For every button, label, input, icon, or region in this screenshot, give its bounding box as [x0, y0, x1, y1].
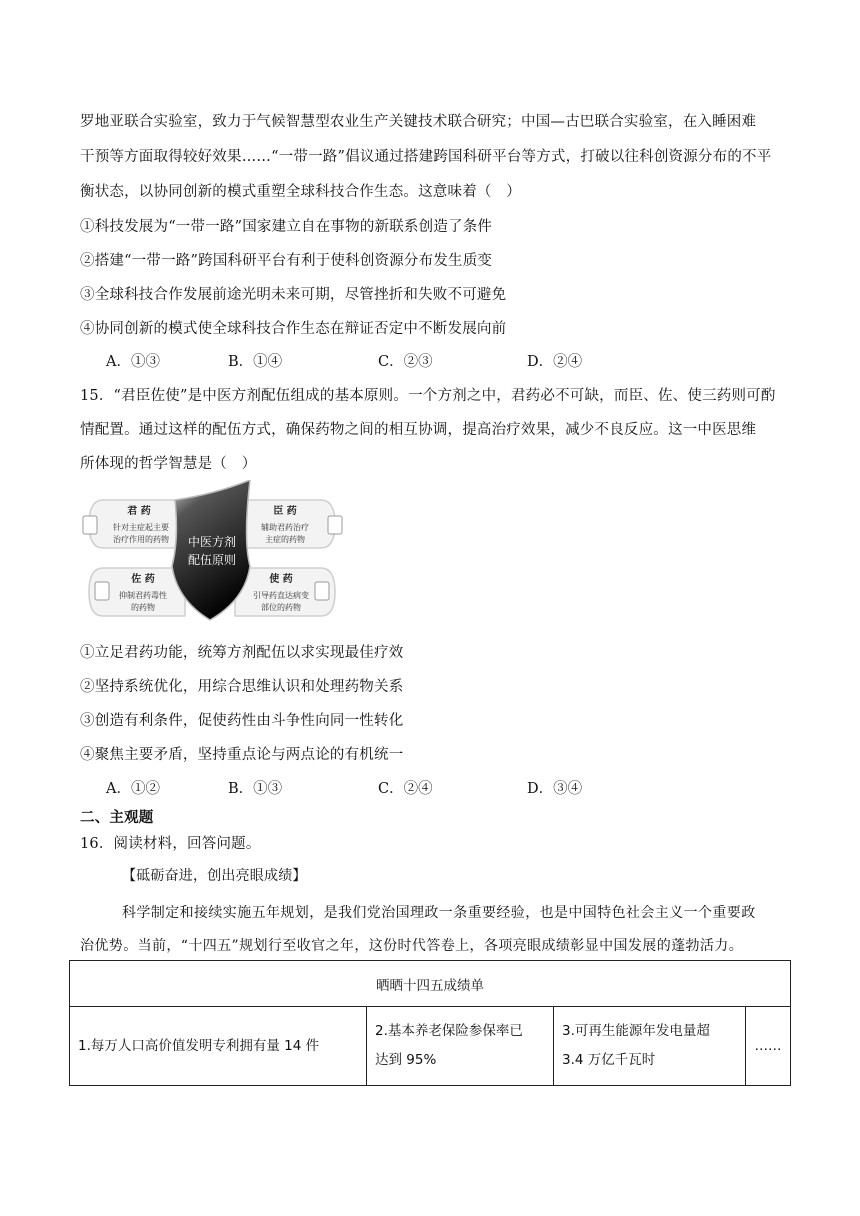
q14-option-a: A．①③: [106, 354, 160, 370]
q16-paragraph-line-2: 治优势。当前，“十四五”规划行至收官之年，这份时代答卷上，各项亮眼成绩彰显中国发展的蓬勃活力。: [80, 938, 744, 954]
table-cell-1: 1.每万人口高价值发明专利拥有量 14 件: [70, 1007, 367, 1086]
jun-desc-1: 针对主症起主要: [113, 523, 169, 532]
jun-title: 君 药: [127, 506, 151, 517]
document-icon: [315, 582, 329, 600]
q15-option-d: D．③④: [527, 781, 583, 797]
q14-statement-1: ①科技发展为“一带一路”国家建立自在事物的新联系创造了条件: [80, 219, 493, 235]
q16-stem: 16．阅读材料，回答问题。: [80, 836, 261, 852]
zuo-desc-2: 的药物: [131, 603, 155, 612]
shield-text-2: 配伍原则: [187, 553, 237, 567]
table-cell-2: [367, 1007, 554, 1086]
table-cell-2-line-2: 达到 95%: [375, 1052, 437, 1068]
q14-text-line-3: 衡状态，以协同创新的模式重塑全球科技合作生态。这意味着（ ）: [80, 184, 521, 200]
q14-statement-2: ②搭建“一带一路”跨国科研平台有利于使科创资源分布发生质变: [80, 253, 493, 269]
shield-text-1: 中医方剂: [187, 535, 237, 549]
section-heading: 二、主观题: [80, 809, 154, 826]
q15-statement-2: ②坚持系统优化，用综合思维认识和处理药物关系: [80, 679, 404, 695]
q14-text-line-2: 干预等方面取得较好效果……“一带一路”倡议通过搭建跨国科研平台等方式，打破以往科创资源分布的不平: [80, 149, 772, 165]
shi-desc-2: 部位的药物: [261, 603, 301, 612]
q15-statement-3: ③创造有利条件，促使药性由斗争性向同一性转化: [80, 713, 404, 729]
q14-statement-4: ④协同创新的模式使全球科技合作生态在辩证否定中不断发展向前: [80, 321, 507, 337]
document-icon: [83, 516, 97, 534]
table-cell-3-line-1: 3.可再生能源年发电量超: [562, 1023, 710, 1039]
q15-statement-1: ①立足君药功能，统筹方剂配伍以求实现最佳疗效: [80, 645, 404, 661]
jun-desc-2: 治疗作用的药物: [113, 535, 169, 544]
table-title: 晒晒十四五成绩单: [70, 961, 791, 1007]
chen-desc-1: 辅助君药治疗: [261, 523, 309, 532]
table-cell-3: [554, 1007, 746, 1086]
q15-option-a: A．①②: [106, 781, 160, 797]
scorecard-table: [69, 960, 791, 1086]
table-cell-2-line-1: 2.基本养老保险参保率已: [375, 1023, 523, 1039]
table-cell-more: ……: [746, 1007, 791, 1086]
chen-desc-2: 主症的药物: [265, 535, 305, 544]
q15-statement-4: ④聚焦主要矛盾，坚持重点论与两点论的有机统一: [80, 747, 404, 763]
chen-title: 臣 药: [273, 506, 297, 517]
q15-option-b: B．①③: [228, 781, 283, 797]
q14-statement-3: ③全球科技合作发展前途光明未来可期，尽管挫折和失败不可避免: [80, 287, 507, 303]
document-icon: [95, 582, 109, 600]
table-row: [70, 1007, 791, 1086]
zuo-title: 佐 药: [131, 574, 155, 585]
shi-desc-1: 引导药直达病变: [253, 591, 309, 600]
q14-option-d: D．②④: [527, 354, 583, 370]
q14-option-b: B．①④: [228, 354, 283, 370]
q15-text-line-3: 所体现的哲学智慧是（ ）: [80, 456, 257, 472]
q15-text-line-1: 15．“君臣佐使”是中医方剂配伍组成的基本原则。一个方剂之中，君药必不可缺，而臣、佐、使三药则可酌: [80, 388, 776, 404]
q16-paragraph-line-1: 科学制定和接续实施五年规划，是我们党治国理政一条重要经验，也是中国特色社会主义一个重要政: [122, 905, 756, 921]
tcm-principle-diagram: [75, 480, 345, 622]
zuo-desc-1: 抑制君药毒性: [119, 591, 167, 600]
document-icon: [328, 516, 342, 534]
q15-text-line-2: 情配置。通过这样的配伍方式，确保药物之间的相互协调，提高治疗效果，减少不良反应。这一中医思维: [80, 422, 757, 438]
shi-title: 使 药: [269, 574, 293, 585]
q15-option-c: C．②④: [378, 781, 433, 797]
table-cell-3-line-2: 3.4 万亿千瓦时: [562, 1052, 656, 1068]
q14-option-c: C．②③: [378, 354, 433, 370]
q14-text-line-1: 罗地亚联合实验室，致力于气候智慧型农业生产关键技术联合研究；中国—古巴联合实验室，在入睡困难: [80, 114, 757, 130]
q16-subheading: 【砥砺奋进，创出亮眼成绩】: [122, 868, 307, 884]
